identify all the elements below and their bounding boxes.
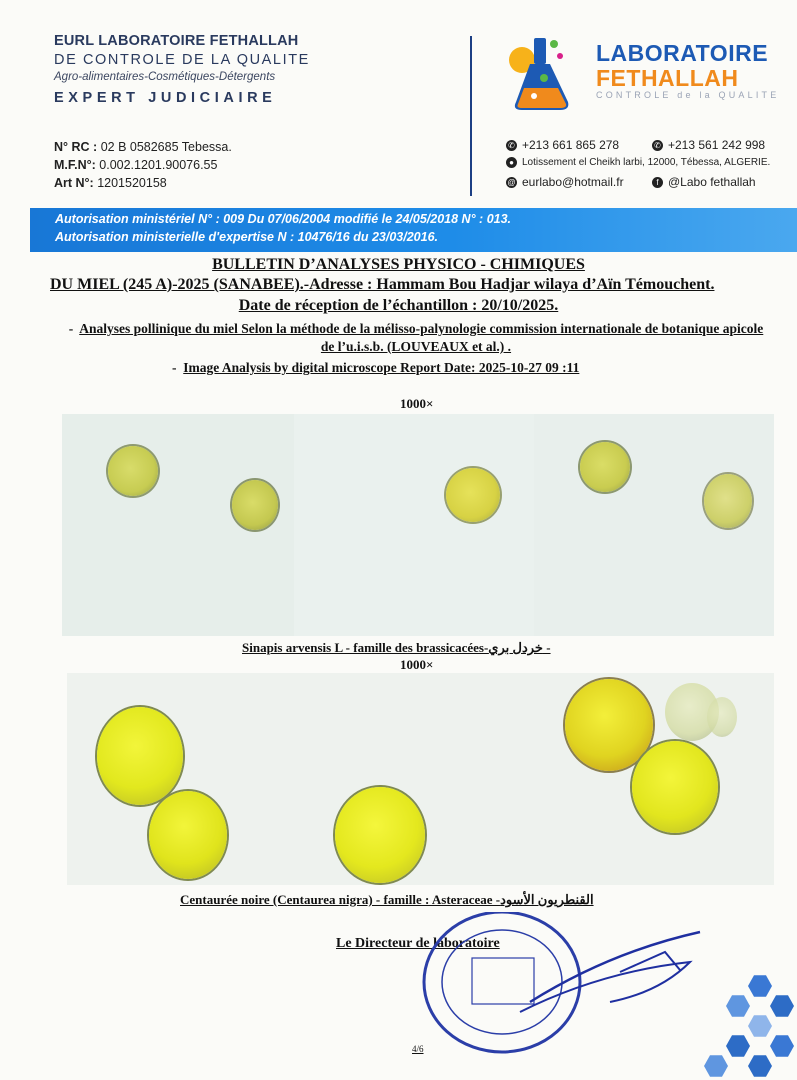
art-label: Art N°: [54,176,94,190]
pollen-grain [565,679,653,771]
magnification-label: 1000× [400,657,434,672]
address-text: Lotissement el Cheikh larbi, 12000, Tébessa, ALGERIE. [522,157,771,168]
micrograph-sinapis [62,414,774,636]
mf-label: M.F.N°: [54,158,96,172]
address [506,157,770,168]
pollen-grain [446,468,500,522]
pollen-grain [580,442,630,492]
pollen-grain [707,697,737,737]
method-bullet: - [68,321,74,336]
pollen-grain [149,791,227,879]
company-expert: EXPERT JUDICIAIRE [54,90,277,106]
company-subtitle: DE CONTROLE DE LA QUALITE [54,52,310,68]
phone-1-number: +213 661 865 278 [522,138,620,152]
pollen-grain [97,707,183,805]
image-analysis-bullet: - [172,360,177,375]
figure-1-caption: Sinapis arvensis L - famille des brassicacées-خردل بري - [242,640,551,655]
authorization-line-1: Autorisation ministériel N° : 009 Du 07/06/2004 modifié le 24/05/2018 N° : 013. [55,212,512,226]
brand-tagline: CONTROLE de la QUALITE [596,90,780,100]
whatsapp-icon: ✆ [506,140,517,151]
phone-2 [652,138,765,152]
pollen-grain [232,480,278,530]
signature-label: Le Directeur de laboratoire [336,936,500,951]
method-text: Analyses pollinique du miel Selon la méthode de la mélisso-palynologie commission internationale de botanique apicole de l’u.i.s.b. (LOUVEAUX et al.) . [79,321,764,354]
email [506,175,624,189]
page-number: 4/6 [412,1044,424,1054]
official-stamp [410,912,710,1062]
micrograph-panel [294,414,534,636]
hexagon-decoration [700,960,797,1080]
micrograph-centaurea [67,673,774,885]
magnification-label: 1000× [400,396,434,411]
pollen-grain [704,474,752,528]
facebook-icon: f [652,177,663,188]
facebook [652,175,756,189]
image-analysis-text: Image Analysis by digital microscope Report Date: 2025-10-27 09 :11 [183,360,580,375]
art-value: 1201520158 [97,176,167,190]
report-subtitle: DU MIEL (245 A)-2025 (SANABEE).-Adresse : Hammam Bou Hadjar wilaya d’Aïn Témouchent. [50,276,715,293]
mf-value: 0.002.1201.90076.55 [99,158,218,172]
rc-value: 02 B 0582685 Tebessa. [100,140,232,154]
pollen-grain [335,787,425,883]
lab-flask-logo [500,30,586,116]
phone-2-number: +213 561 242 998 [668,138,766,152]
location-icon: ● [506,157,517,168]
authorization-line-2: Autorisation ministerielle d'expertise N : 10476/16 du 23/03/2016. [55,230,439,244]
image-analysis-line [172,360,579,376]
facebook-text: @Labo fethallah [668,175,756,189]
figure-2-caption: Centaurée noire (Centaurea nigra) - famille : Asteraceae -القنطريون الأسود [180,892,594,907]
rc-number [54,140,232,154]
whatsapp-icon: ✆ [652,140,663,151]
method-description [66,320,766,356]
company-name: EURL LABORATOIRE FETHALLAH [54,33,299,49]
mf-number [54,158,217,172]
email-icon: @ [507,177,516,187]
header-divider [470,36,472,196]
report-title: BULLETIN D’ANALYSES PHYSICO - CHIMIQUES [212,256,585,273]
rc-label: N° RC : [54,140,98,154]
reception-date: Date de réception de l’échantillon : 20/10/2025. [238,297,559,314]
brand-name-line1: LABORATOIRE [596,40,769,66]
brand-name-line2: FETHALLAH [596,65,739,91]
email-text: eurlabo@hotmail.fr [522,175,624,189]
pollen-grain [108,446,158,496]
company-sectors: Agro-alimentaires-Cosmétiques-Détergents [54,71,276,83]
art-number [54,176,167,190]
pollen-grain [632,741,718,833]
phone-1 [506,138,619,152]
